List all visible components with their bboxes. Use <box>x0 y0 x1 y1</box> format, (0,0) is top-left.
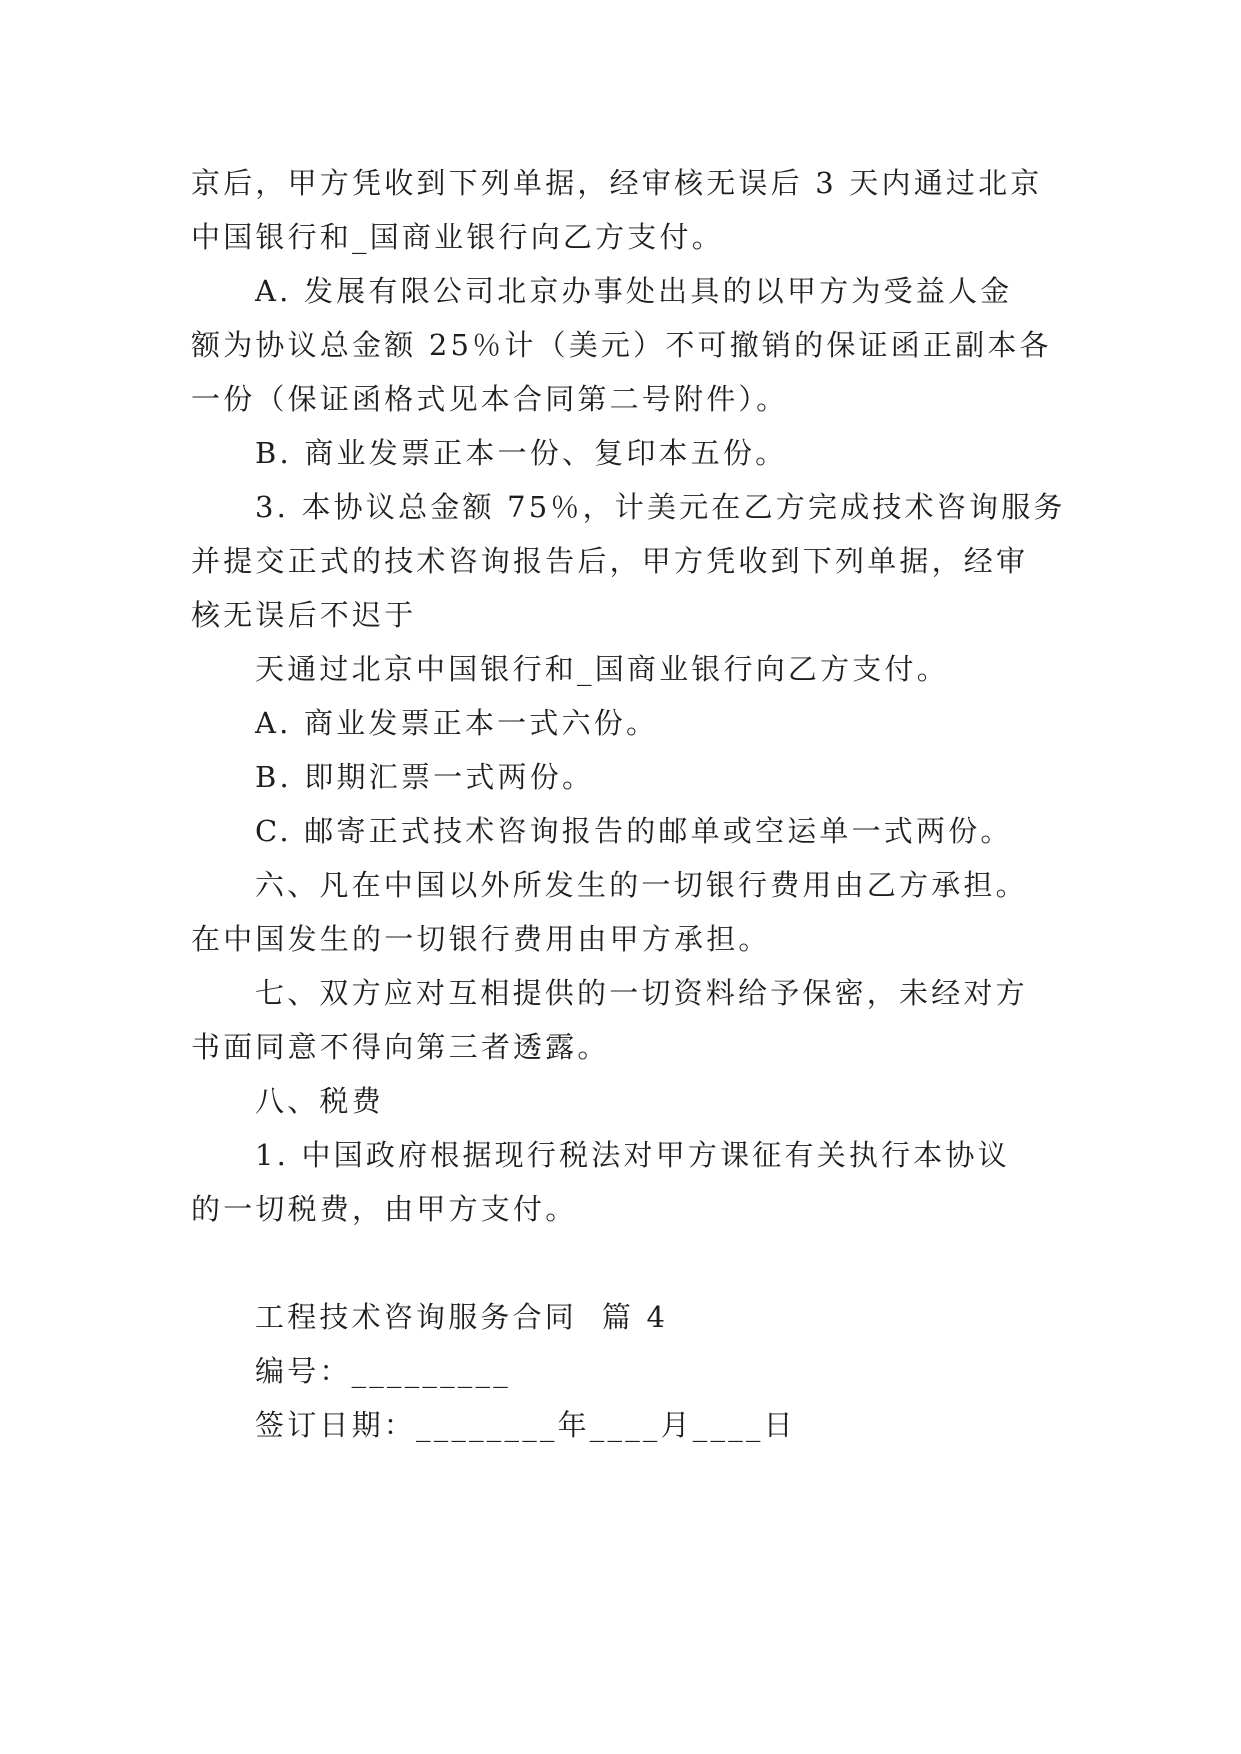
text-line: 核无误后不迟于 <box>191 598 417 632</box>
text-line: 六、凡在中国以外所发生的一切银行费用由乙方承担。 <box>255 868 1028 902</box>
text-line: 天通过北京中国银行和_国商业银行向乙方支付。 <box>255 652 949 686</box>
text-line: B. 即期汇票一式两份。 <box>255 760 595 794</box>
text-line: 1. 中国政府根据现行税法对甲方课征有关执行本协议 <box>255 1138 1010 1172</box>
text-line: 中国银行和_国商业银行向乙方支付。 <box>191 220 724 254</box>
text-line: 京后，甲方凭收到下列单据，经审核无误后 3 天内通过北京 <box>191 166 1043 200</box>
text-line: 并提交正式的技术咨询报告后，甲方凭收到下列单据，经审 <box>191 544 1029 578</box>
text-line: B. 商业发票正本一份、复印本五份。 <box>255 436 788 470</box>
text-line: A. 发展有限公司北京办事处出具的以甲方为受益人金 <box>255 274 1013 308</box>
text-line: 的一切税费，由甲方支付。 <box>191 1192 578 1226</box>
text-line: 八、税费 <box>255 1084 384 1118</box>
text-line: 七、双方应对互相提供的一切资料给予保密，未经对方 <box>255 976 1028 1010</box>
text-line: 一份（保证函格式见本合同第二号附件）。 <box>191 382 789 416</box>
text-line: 在中国发生的一切银行费用由甲方承担。 <box>191 922 771 956</box>
contract-number-field: 编号：_________ <box>255 1354 511 1388</box>
text-line: 3. 本协议总金额 75％，计美元在乙方完成技术咨询服务 <box>255 490 1066 524</box>
section-title: 工程技术咨询服务合同 篇 4 <box>255 1300 669 1334</box>
text-line: A. 商业发票正本一式六份。 <box>255 706 659 740</box>
text-line: 额为协议总金额 25％计（美元）不可撤销的保证函正副本各 <box>191 328 1052 362</box>
signing-date-field: 签订日期：________年____月____日 <box>255 1408 796 1442</box>
text-line: C. 邮寄正式技术咨询报告的邮单或空运单一式两份。 <box>255 814 1013 848</box>
text-line: 书面同意不得向第三者透露。 <box>191 1030 610 1064</box>
